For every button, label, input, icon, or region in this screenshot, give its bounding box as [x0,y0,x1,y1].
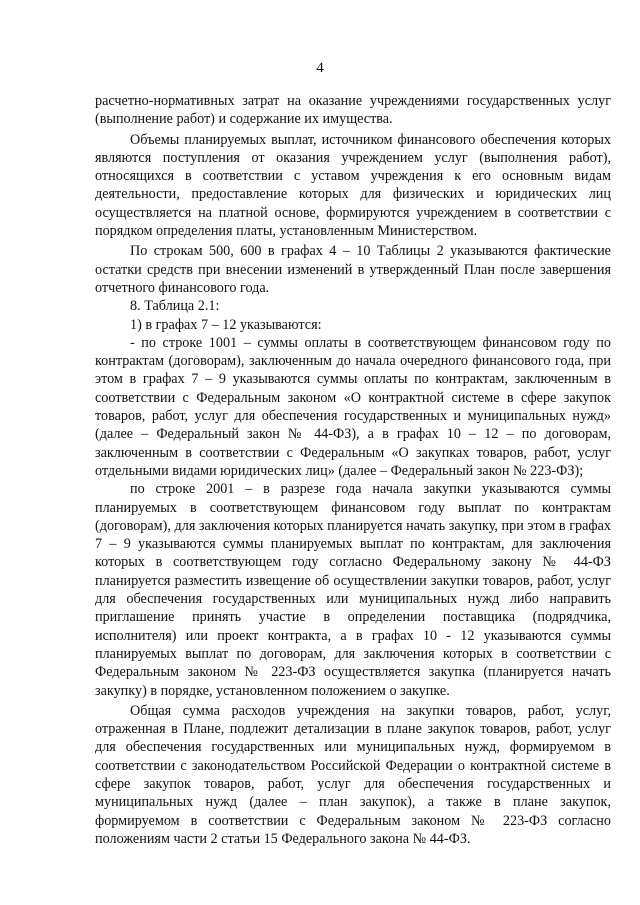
paragraph-row-2001: по строке 2001 – в разрезе года начала закупки указываются суммы планируемых в соответствующем финансовом году выплат по контрактам (договорам), для заключения которых планируется начать закупку, при этом в графах 7 – 9 указываются суммы планируемых выплат по контрактам, для заключения которых в соответствующем году согласно Федеральному закону № 44-ФЗ планируется разместить извещение об осуществлении закупки товаров, работ, услуг для обеспечения государственных или муниципальных нужд либо направить приглашение принять участие в определении поставщика (подрядчика, исполнителя) или проект контракта, а в графах 10 - 12 указываются суммы планируемых выплат по договорам, для заключения которых в соответствии с Федеральным законом № 223-ФЗ осуществляется закупка (планируется начать закупку) в порядке, установленном положением о закупке. [95,481,611,699]
paragraph-row-1001: - по строке 1001 – суммы оплаты в соответствующем финансовом году по контрактам (договорам), заключенным до начала очередного финансового года, при этом в графах 7 – 9 указываются суммы оплаты по контрактам, заключенным в соответствии с Федеральным законом «О контрактной системе в сфере закупок товаров, работ, услуг для обеспечения государственных и муниципальных нужд» (далее – Федеральный закон № 44-ФЗ), а в графах 10 – 12 – по договорам, заключенным в соответствии с Федеральным «О закупках товаров, работ, услуг отдельными видами юридических лиц» (далее – Федеральный закон № 223-ФЗ); [95,334,611,479]
paragraph-planned-payments: Объемы планируемых выплат, источником финансового обеспечения которых являются поступления от оказания учреждением услуг (выполнения работ), относящихся в соответствии с уставом учреждения к его основным видам деятельности, предоставление которых для физических и юридических лиц осуществляется на платной основе, формируются учреждением в соответствии с порядком определения платы, установленным Министерством. [95,131,611,240]
paragraph-rows-500-600: По строкам 500, 600 в графах 4 – 10 Таблицы 2 указываются фактические остатки средств при внесении изменений в утвержденный План после завершения отчетного финансового года. [95,243,611,296]
page-number: 4 [316,60,324,76]
document-body [95,92,611,848]
paragraph-table-2-1-heading: 8. Таблица 2.1: [130,298,220,315]
paragraph-columns-7-12: 1) в графах 7 – 12 указываются: [130,316,322,333]
paragraph-intro-continuation: расчетно-нормативных затрат на оказание учреждениями государственных услуг (выполнение работ) и содержание их имущества. [95,93,611,128]
paragraph-procurement-total: Общая сумма расходов учреждения на закупки товаров, работ, услуг, отраженная в Плане, подлежит детализации в плане закупок товаров, работ, услуг для обеспечения государственных или муниципальных нужд, формируемом в соответствии с законодательством Российской Федерации о контрактной системе в сфере закупок товаров, работ, услуг для обеспечения государственных и муниципальных нужд (далее – план закупок), а также в плане закупок, формируемом в соответствии с Федеральным законом № 223-ФЗ согласно положениям части 2 статьи 15 Федерального закона № 44-ФЗ. [95,702,611,847]
